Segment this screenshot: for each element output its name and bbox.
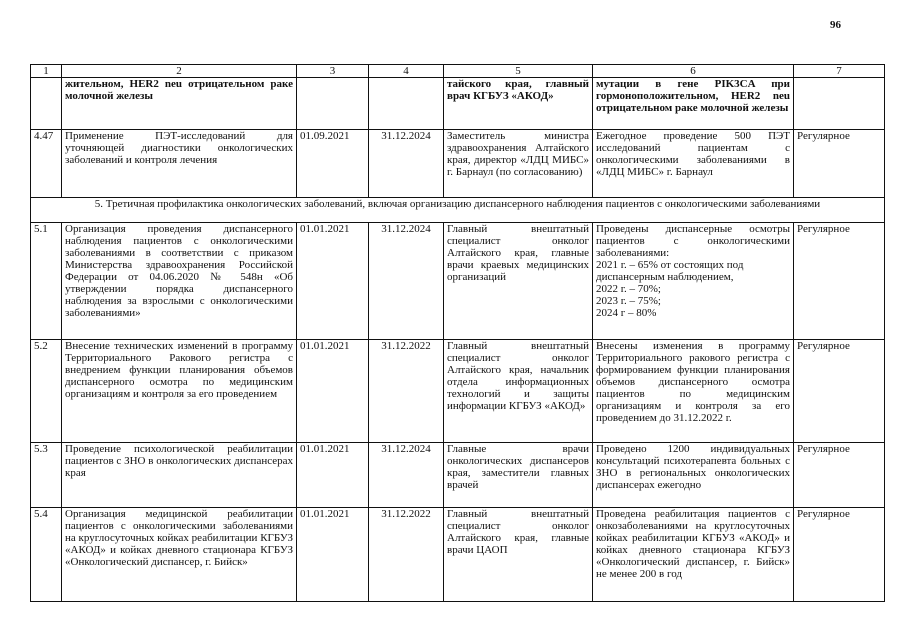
type-cell: Регулярное (794, 130, 885, 198)
measure-cell: жительном, HER2 neu отрицательном раке молочной железы (62, 78, 297, 130)
result-cell: Ежегодное проведение 500 ПЭТ исследований пациентам с онкологическими заболеваниями в «ЛДЦ МИБС» г. Барнаул (593, 130, 794, 198)
measure-cell: Применение ПЭТ-исследований для уточняющей диагностики онкологических заболеваний и контроля лечения (62, 130, 297, 198)
responsible-cell: тайского края, главный врач КГБУЗ «АКОД» (444, 78, 593, 130)
row-number-cell: 5.2 (31, 340, 62, 443)
table-row (31, 340, 885, 443)
section-header-row (31, 198, 885, 223)
column-number-header (31, 65, 885, 78)
row-number-cell: 5.4 (31, 508, 62, 602)
responsible-cell: Главные врачи онкологических диспансеров края, заместители главных врачей (444, 443, 593, 508)
row-number-cell: 5.1 (31, 223, 62, 340)
type-cell: Регулярное (794, 223, 885, 340)
result-line: 2024 г – 80% (596, 307, 657, 319)
column-header: 2 (62, 65, 297, 78)
result-line: 2023 г. – 75%; (596, 295, 661, 307)
responsible-cell: Главный внештатный специалист онколог Алтайского края, начальник отдела информационных технологий и защиты информации КГБУЗ «АКОД» (444, 340, 593, 443)
result-cell (593, 223, 794, 340)
start-date-cell: 01.01.2021 (297, 443, 369, 508)
result-cell: Проведена реабилитация пациентов с онкозаболеваниями на круглосуточных койках реабилитации КГБУЗ «АКОД» и койках дневного стационара КГБУЗ «Онкологический диспансер, г. Бийск» не менее 200 в год (593, 508, 794, 602)
end-date-cell: 31.12.2022 (369, 508, 444, 602)
column-header: 3 (297, 65, 369, 78)
measure-cell: Внесение технических изменений в программу Территориального Ракового регистра с внедрением функции планирования объемов диспансерного осмотра по медицинским организациям и контроля за его проведением (62, 340, 297, 443)
type-cell: Регулярное (794, 340, 885, 443)
page-number: 96 (830, 19, 841, 31)
end-date-cell: 31.12.2024 (369, 223, 444, 340)
responsible-cell: Заместитель министра здравоохранения Алтайского края, директор «ЛДЦ МИБС» г. Барнаул (по согласованию) (444, 130, 593, 198)
measure-cell: Проведение психологической реабилитации пациентов с ЗНО в онкологических диспансерах края (62, 443, 297, 508)
start-date-cell: 01.01.2021 (297, 340, 369, 443)
type-cell (794, 78, 885, 130)
measure-cell: Организация медицинской реабилитации пациентов с онкологическими заболеваниями на круглосуточных койках реабилитации КГБУЗ «АКОД» и койках дневного стационара КГБУЗ «Онкологический диспансер, г. Бийск» (62, 508, 297, 602)
measures-table (30, 64, 885, 602)
row-number-cell: 4.47 (31, 130, 62, 198)
column-header: 4 (369, 65, 444, 78)
type-cell: Регулярное (794, 443, 885, 508)
result-cell: мутации в гене PIK3CA при гормоноположительном, HER2 neu отрицательном раке молочной железы (593, 78, 794, 130)
table-row (31, 223, 885, 340)
start-date-cell (297, 78, 369, 130)
result-line: 2021 г. – 65% от состоящих под диспансерным наблюдением, (596, 259, 744, 283)
start-date-cell: 01.01.2021 (297, 508, 369, 602)
responsible-cell: Главный внештатный специалист онколог Алтайского края, главные врачи краевых медицинских организаций (444, 223, 593, 340)
table-row (31, 443, 885, 508)
type-cell: Регулярное (794, 508, 885, 602)
table-row (31, 508, 885, 602)
table-row (31, 78, 885, 130)
result-line: 2022 г. – 70%; (596, 283, 661, 295)
end-date-cell: 31.12.2024 (369, 130, 444, 198)
start-date-cell: 01.01.2021 (297, 223, 369, 340)
end-date-cell: 31.12.2022 (369, 340, 444, 443)
responsible-cell: Главный внештатный специалист онколог Алтайского края, главные врачи ЦАОП (444, 508, 593, 602)
row-number-cell (31, 78, 62, 130)
row-number-cell: 5.3 (31, 443, 62, 508)
measure-cell: Организация проведения диспансерного наблюдения пациентов с онкологическими заболеваниями в соответствии с приказом Министерства здравоохранения Российской Федерации от 04.06.2020 № 548н «Об утверждении порядка диспансерного наблюдения за взрослыми с онкологическими заболеваниями» (62, 223, 297, 340)
section-title: 5. Третичная профилактика онкологических заболеваний, включая организацию диспансерного наблюдения пациентов с онкологическими заболеваниями (31, 198, 885, 223)
result-line: Проведены диспансерные осмотры пациентов с онкологическими заболеваниями: (596, 223, 790, 259)
end-date-cell (369, 78, 444, 130)
column-header: 1 (31, 65, 62, 78)
end-date-cell: 31.12.2024 (369, 443, 444, 508)
result-cell: Внесены изменения в программу Территориального ракового регистра с формированием функции планирования объемов диспансерного осмотра пациентов по медицинским организациям и контроля за его проведением до 31.12.2022 г. (593, 340, 794, 443)
start-date-cell: 01.09.2021 (297, 130, 369, 198)
result-cell: Проведено 1200 индивидуальных консультаций психотерапевта больных с ЗНО в региональных онкологических диспансерах ежегодно (593, 443, 794, 508)
column-header: 7 (794, 65, 885, 78)
column-header: 6 (593, 65, 794, 78)
column-header: 5 (444, 65, 593, 78)
table-row (31, 130, 885, 198)
